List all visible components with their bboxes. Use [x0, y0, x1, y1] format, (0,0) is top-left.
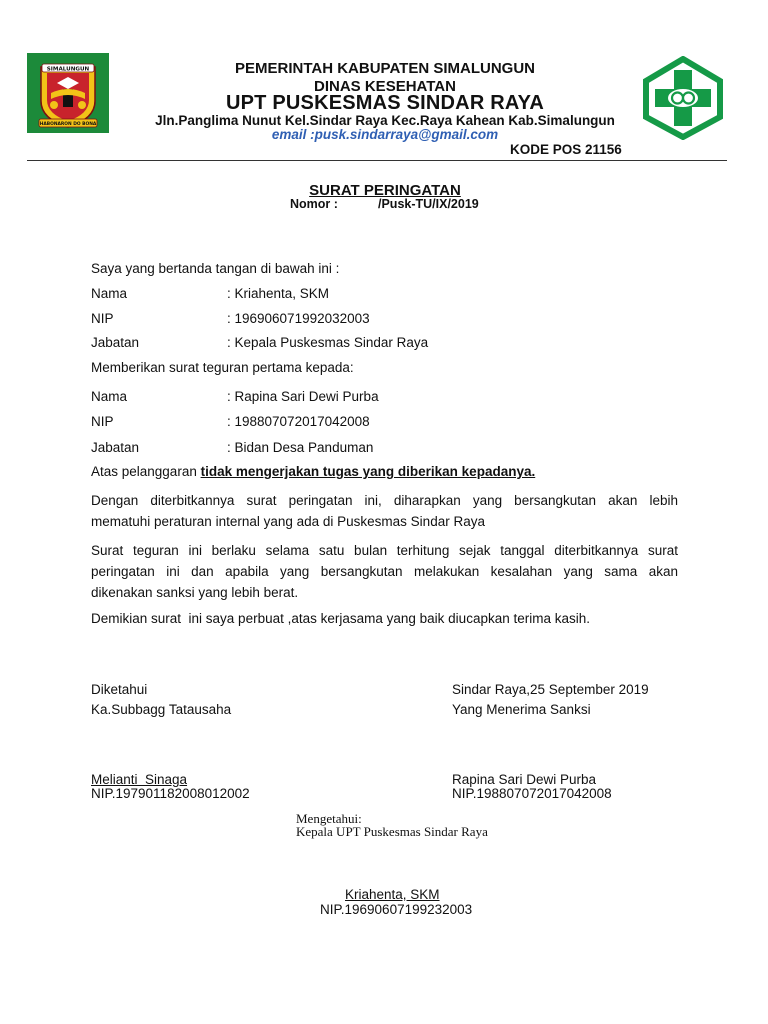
signer-position-value: : Kepala Puskesmas Sindar Raya — [227, 335, 429, 350]
nomor-label: Nomor : — [290, 197, 338, 211]
violation-detail: tidak mengerjakan tugas yang diberikan kepadanya. — [200, 464, 536, 479]
crest-top-text: SIMALUNGUN — [46, 66, 90, 73]
letterhead-postal-code: KODE POS 21156 — [510, 142, 622, 157]
right-sign-nip: NIP.198807072017042008 — [452, 786, 612, 801]
left-sign-name: Melianti Sinaga — [91, 772, 188, 787]
left-sign-nip: NIP.197901182008012002 — [91, 786, 250, 801]
expectation-paragraph — [91, 490, 678, 532]
right-sign-place-date: Sindar Raya,25 September 2019 — [452, 682, 649, 697]
violation-statement — [91, 464, 535, 479]
recipient-intro: Memberikan surat teguran pertama kepada: — [91, 360, 354, 375]
validity-paragraph — [91, 540, 678, 603]
acknowledge-name: Kriahenta, SKM — [345, 887, 440, 902]
expectation-line-2: mematuhi peraturan internal yang ada di Puskesmas Sindar Raya — [91, 514, 485, 529]
closing-statement: Demikian surat ini saya perbuat ,atas kerjasama yang baik diucapkan terima kasih. — [91, 611, 590, 626]
recipient-name-value: : Rapina Sari Dewi Purba — [227, 389, 379, 404]
signer-name-value: : Kriahenta, SKM — [227, 286, 330, 301]
validity-line-2: peringatan ini dan apabila yang bersangkutan melakukan kesalahan yang sama akan — [91, 564, 678, 579]
right-sign-role: Yang Menerima Sanksi — [452, 702, 591, 717]
signer-position-label: Jabatan — [91, 335, 140, 350]
validity-line-1: Surat teguran ini berlaku selama satu bulan terhitung sejak tanggal diterbitkannya surat — [91, 543, 678, 558]
intro-text: Saya yang bertanda tangan di bawah ini : — [91, 261, 340, 276]
right-sign-name: Rapina Sari Dewi Purba — [452, 772, 597, 787]
signer-nip-value: : 196906071992032003 — [227, 311, 370, 326]
letterhead-email: email :pusk.sindarraya@gmail.com — [271, 127, 499, 142]
left-sign-role: Ka.Subbagg Tatausaha — [91, 702, 232, 717]
letterhead-address: Jln.Panglima Nunut Kel.Sindar Raya Kec.Raya Kahean Kab.Simalungun — [155, 113, 615, 128]
letterhead-institution: UPT PUSKESMAS SINDAR RAYA — [225, 92, 545, 114]
violation-prefix: Atas pelanggaran — [91, 464, 201, 479]
letterhead-divider — [27, 160, 727, 161]
validity-line-3: dikenakan sanksi yang lebih berat. — [91, 585, 299, 600]
document-title: SURAT PERINGATAN — [309, 182, 461, 199]
recipient-nip-label: NIP — [91, 414, 114, 429]
left-sign-heading: Diketahui — [91, 682, 148, 697]
expectation-line-1: Dengan diterbitkannya surat peringatan ini, diharapkan yang bersangkutan akan lebih — [91, 493, 678, 508]
crest-motto-text: HABONARON DO BONA — [39, 122, 97, 127]
recipient-name-label: Nama — [91, 389, 128, 404]
letterhead-government: PEMERINTAH KABUPATEN SIMALUNGUN — [235, 60, 535, 77]
signer-nip-label: NIP — [91, 311, 114, 326]
recipient-position-label: Jabatan — [91, 440, 140, 455]
acknowledge-role: Kepala UPT Puskesmas Sindar Raya — [296, 824, 488, 839]
letterhead-department: DINAS KESEHATAN — [314, 78, 456, 95]
regency-crest-icon — [27, 53, 109, 133]
nomor-value: /Pusk-TU/IX/2019 — [378, 197, 479, 211]
acknowledge-nip: NIP.19690607199232003 — [320, 902, 473, 917]
signer-name-label: Nama — [91, 286, 128, 301]
acknowledge-heading: Mengetahui: — [296, 811, 362, 826]
recipient-nip-value: : 198807072017042008 — [227, 414, 370, 429]
recipient-position-value: : Bidan Desa Panduman — [227, 440, 374, 455]
